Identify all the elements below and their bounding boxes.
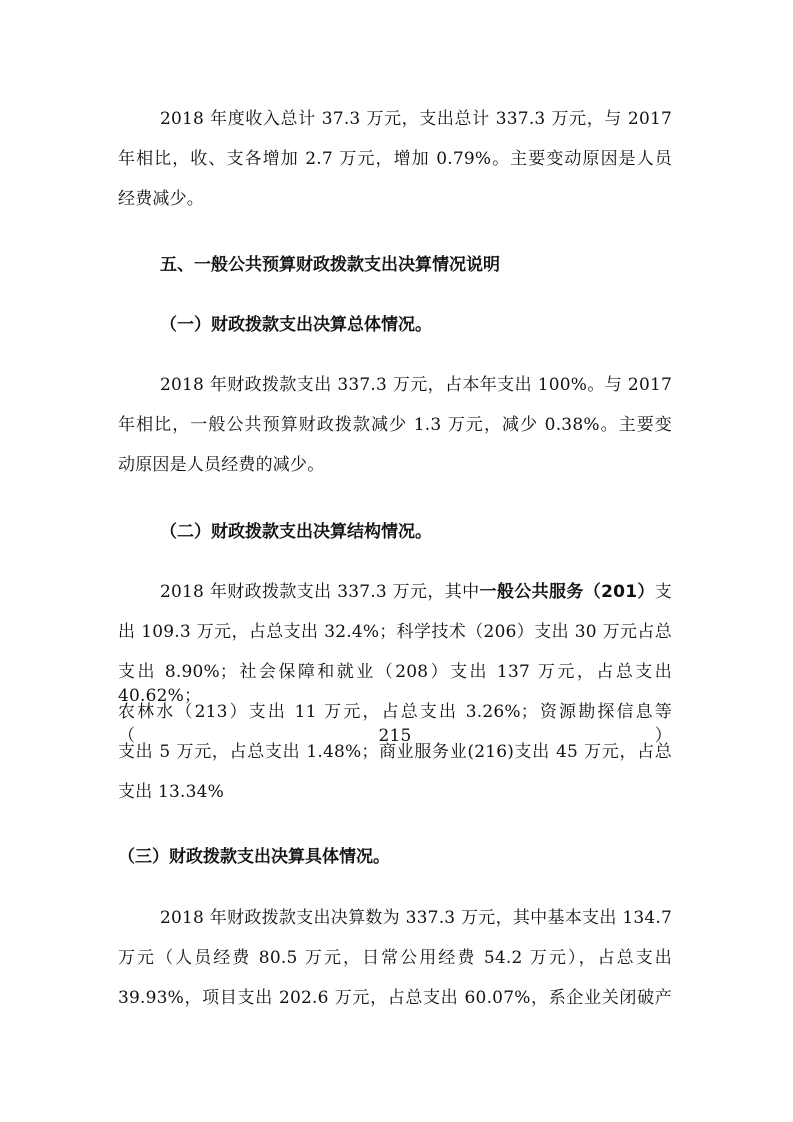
paragraph-line: 2018 年财政拨款支出决算数为 337.3 万元，其中基本支出 134.7 bbox=[160, 908, 672, 928]
paragraph-line: 出 109.3 万元，占总支出 32.4%；科学技术（206）支出 30 万元占总 bbox=[118, 622, 672, 642]
paragraph-line: 经费减少。 bbox=[118, 189, 204, 209]
paragraph-line bbox=[160, 580, 672, 604]
paragraph-line: 2018 年度收入总计 37.3 万元，支出总计 337.3 万元，与 2017 bbox=[160, 109, 672, 129]
paragraph-line: 支出 8.90%；社会保障和就业（208）支出 137 万元，占总支出 40.62%； bbox=[118, 662, 672, 706]
paragraph-line: 动原因是人员经费的减少。 bbox=[118, 455, 325, 475]
subsection-heading: （二）财政拨款支出决算结构情况。 bbox=[160, 522, 432, 542]
paragraph-line: 支出 5 万元，占总支出 1.48%；商业服务业(216)支出 45 万元，占总 bbox=[118, 742, 672, 762]
paragraph-line: 万元（人员经费 80.5 万元，日常公用经费 54.2 万元），占总支出 bbox=[118, 948, 672, 968]
paragraph-line: 年相比，收、支各增加 2.7 万元，增加 0.79%。主要变动原因是人员 bbox=[118, 149, 672, 169]
subsection-heading: （三）财政拨款支出决算具体情况。 bbox=[118, 847, 390, 867]
text-run: 2018 年财政拨款支出 337.3 万元，其中 bbox=[160, 582, 480, 602]
subsection-heading: （一）财政拨款支出决算总体情况。 bbox=[160, 315, 432, 335]
paragraph-line: 支出 13.34% bbox=[118, 782, 225, 802]
paragraph-line: 39.93%，项目支出 202.6 万元，占总支出 60.07%，系企业关闭破产 bbox=[118, 988, 672, 1008]
paragraph-line: 年相比，一般公共预算财政拨款减少 1.3 万元，减少 0.38%。主要变 bbox=[118, 415, 672, 435]
bold-text-run: 一般公共服务（201） bbox=[479, 582, 655, 602]
paragraph-line: 2018 年财政拨款支出 337.3 万元，占本年支出 100%。与 2017 bbox=[160, 375, 672, 395]
section-heading: 五、一般公共预算财政拨款支出决算情况说明 bbox=[160, 255, 500, 275]
text-run: 支 bbox=[654, 582, 672, 602]
paragraph-line: 农林水（213）支出 11 万元，占总支出 3.26%；资源勘探信息等（215） bbox=[118, 702, 672, 746]
